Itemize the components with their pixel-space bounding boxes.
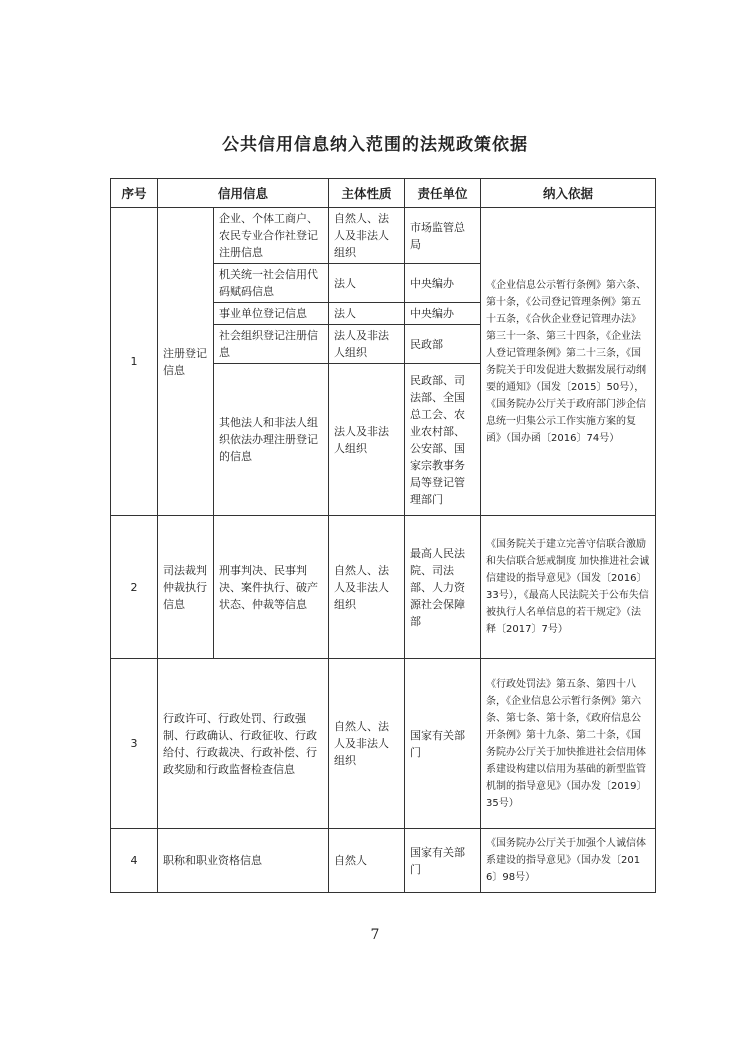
page-title: 公共信用信息纳入范围的法规政策依据 (222, 135, 528, 155)
basis-cell: 《企业信息公示暂行条例》第六条、第十条，《公司登记管理条例》第五十五条，《合伙企业登记管理办法》第三十一条、第三十四条，《企业法人登记管理条例》第二十三条，《国务院关于印发促进大数据发展行动纲要的通知》（国发〔2015〕50号），《国务院办公厅关于政府部门涉企信息统一归集公示工作实施方案的复函》（国办函〔2016〕74号） (481, 208, 656, 516)
info-cell: 事业单位登记信息 (214, 303, 329, 325)
table-row (111, 659, 656, 829)
header-no: 序号 (111, 179, 158, 208)
page-number: 7 (370, 927, 380, 943)
nature-cell: 法人及非法人组织 (329, 325, 405, 364)
row-number: 3 (111, 659, 158, 829)
nature-cell: 法人及非法人组织 (329, 364, 405, 516)
info-category: 司法裁判仲裁执行信息 (158, 516, 214, 659)
unit-cell: 市场监管总局 (405, 208, 481, 264)
info-cell: 职称和职业资格信息 (158, 829, 329, 893)
nature-cell: 法人 (329, 264, 405, 303)
unit-cell: 国家有关部门 (405, 659, 481, 829)
header-nature: 主体性质 (329, 179, 405, 208)
info-cell: 其他法人和非法人组织依法办理注册登记的信息 (214, 364, 329, 516)
info-cell: 刑事判决、民事判决、案件执行、破产状态、仲裁等信息 (214, 516, 329, 659)
unit-cell: 中央编办 (405, 264, 481, 303)
basis-cell: 《国务院办公厅关于加强个人诚信体系建设的指导意见》（国办发〔2016〕98号） (481, 829, 656, 893)
row-number: 2 (111, 516, 158, 659)
table-row (111, 829, 656, 893)
info-cell: 行政许可、行政处罚、行政强制、行政确认、行政征收、行政给付、行政裁决、行政补偿、行政奖励和行政监督检查信息 (158, 659, 329, 829)
nature-cell: 自然人、法人及非法人组织 (329, 659, 405, 829)
policy-table (110, 178, 656, 893)
row-number: 4 (111, 829, 158, 893)
unit-cell: 国家有关部门 (405, 829, 481, 893)
header-info: 信用信息 (158, 179, 329, 208)
info-cell: 机关统一社会信用代码赋码信息 (214, 264, 329, 303)
table-header-row (111, 179, 656, 208)
header-unit: 责任单位 (405, 179, 481, 208)
basis-cell: 《行政处罚法》第五条、第四十八条，《企业信息公示暂行条例》第六条、第七条、第十条，《政府信息公开条例》第十九条、第二十条，《国务院办公厅关于加快推进社会信用体系建设构建以信用为基础的新型监管机制的指导意见》（国办发〔2019〕35号） (481, 659, 656, 829)
info-cell: 企业、个体工商户、农民专业合作社登记注册信息 (214, 208, 329, 264)
nature-cell: 自然人、法人及非法人组织 (329, 208, 405, 264)
info-category: 注册登记信息 (158, 208, 214, 516)
unit-cell: 民政部 (405, 325, 481, 364)
unit-cell: 最高人民法院、司法部、人力资源社会保障部 (405, 516, 481, 659)
unit-cell: 民政部、司法部、全国总工会、农业农村部、公安部、国家宗教事务局等登记管理部门 (405, 364, 481, 516)
table-row (111, 208, 656, 264)
nature-cell: 法人 (329, 303, 405, 325)
unit-cell: 中央编办 (405, 303, 481, 325)
nature-cell: 自然人 (329, 829, 405, 893)
nature-cell: 自然人、法人及非法人组织 (329, 516, 405, 659)
table-row (111, 516, 656, 659)
info-cell: 社会组织登记注册信息 (214, 325, 329, 364)
row-number: 1 (111, 208, 158, 516)
header-basis: 纳入依据 (481, 179, 656, 208)
basis-cell: 《国务院关于建立完善守信联合激励和失信联合惩戒制度 加快推进社会诚信建设的指导意见》（国发〔2016〕33号），《最高人民法院关于公布失信被执行人名单信息的若干规定》（法释〔2017〕7号） (481, 516, 656, 659)
